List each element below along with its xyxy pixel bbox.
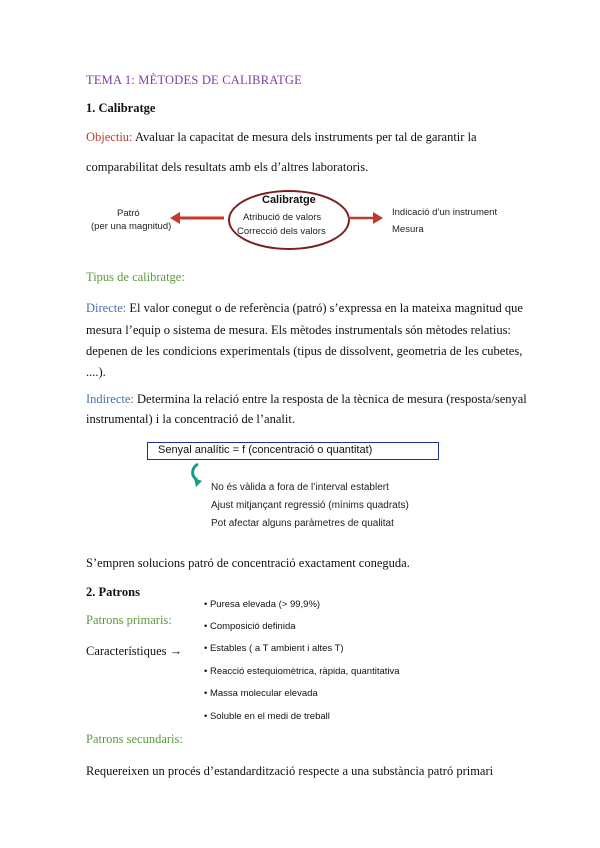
diagram-right-line2: Mesura: [392, 224, 424, 235]
section-heading-calibratge: 1. Calibratge: [86, 101, 156, 115]
bullet-text: Reacció estequiomètrica, ràpida, quantitativa: [209, 666, 400, 677]
diagram-center-line2: Correcció dels valors: [237, 226, 326, 237]
bullet-text: Soluble en el medi de treball: [209, 711, 330, 722]
bullet-item: • Composició definida: [204, 621, 296, 632]
diagram-center-line1: Atribució de valors: [243, 212, 322, 223]
bullet-text: Composició definida: [209, 621, 296, 632]
objective-label: Objectiu:: [86, 130, 133, 144]
indirect-label: Indirecte:: [86, 392, 134, 406]
direct-text-line1: El valor conegut o de referència (patró) s’expressa en la mateixa magnitud que: [129, 301, 523, 315]
objective-text-line1: Avaluar la capacitat de mesura dels instruments per tal de garantir la: [134, 130, 477, 144]
document-title: TEMA 1: MÈTODES DE CALIBRATGE: [86, 73, 302, 87]
indirect-text-line1: Determina la relació entre la resposta de la tècnica de mesura (resposta/senyal: [137, 392, 527, 406]
indirect-paragraph-line1: [86, 393, 527, 405]
right-arrow-icon: [348, 212, 384, 224]
direct-label: Directe:: [86, 301, 127, 315]
indirect-text-line2: instrumental) i la concentració de l’analit.: [86, 412, 295, 426]
direct-paragraph-line1: [86, 302, 523, 314]
bullet-text: Massa molecular elevada: [209, 688, 318, 699]
secondary-standards-label: Patrons secundaris:: [86, 732, 183, 746]
objective-text-line2: comparabilitat dels resultats amb els d’altres laboratoris.: [86, 160, 369, 174]
bullet-text: Puresa elevada (> 99,9%): [209, 599, 321, 610]
direct-text-line2: mesura l’equip o sistema de mesura. Els mètodes instrumentals són mètodes relatius:: [86, 323, 511, 337]
bullet-item: • Estables ( a T ambient i altes T): [204, 643, 344, 654]
formula-note-2: Ajust mitjançant regressió (mínims quadrats): [211, 500, 409, 511]
secondary-standards-text: Requereixen un procés d’estandardització respecte a una substància patró primari: [86, 764, 494, 778]
solutions-text: S’empren solucions patró de concentració exactament coneguda.: [86, 556, 410, 570]
curved-arrow-icon: [190, 462, 206, 488]
objective-paragraph-line1: [86, 131, 477, 143]
types-label: Tipus de calibratge:: [86, 270, 185, 284]
formula-note-3: Pot afectar alguns paràmetres de qualitat: [211, 518, 394, 529]
direct-text-line3: depenen de les condicions experimentals (tipus de dissolvent, geometria de les cubetes,: [86, 344, 523, 358]
bullet-item: • Soluble en el medi de treball: [204, 711, 330, 722]
diagram-left-line1: Patró: [117, 208, 140, 219]
bullet-item: • Puresa elevada (> 99,9%): [204, 599, 321, 610]
section-heading-patrons: 2. Patrons: [86, 585, 140, 599]
diagram-left-line2: (per una magnitud): [91, 221, 172, 232]
primary-standards-label: Patrons primaris:: [86, 613, 172, 627]
direct-text-line4: ....).: [86, 365, 106, 379]
diagram-center-title: Calibratge: [262, 194, 316, 206]
formula-note-1: No és vàlida a fora de l’interval establert: [211, 482, 389, 493]
bullet-item: • Massa molecular elevada: [204, 688, 318, 699]
left-arrow-icon: [170, 212, 226, 224]
characteristics-label: Característiques →: [86, 644, 183, 658]
diagram-right-line1: Indicació d’un instrument: [392, 207, 498, 218]
formula-box: Senyal analític = f (concentració o quantitat): [147, 442, 439, 460]
bullet-text: Estables ( a T ambient i altes T): [209, 643, 344, 654]
bullet-item: • Reacció estequiomètrica, ràpida, quantitativa: [204, 666, 400, 677]
